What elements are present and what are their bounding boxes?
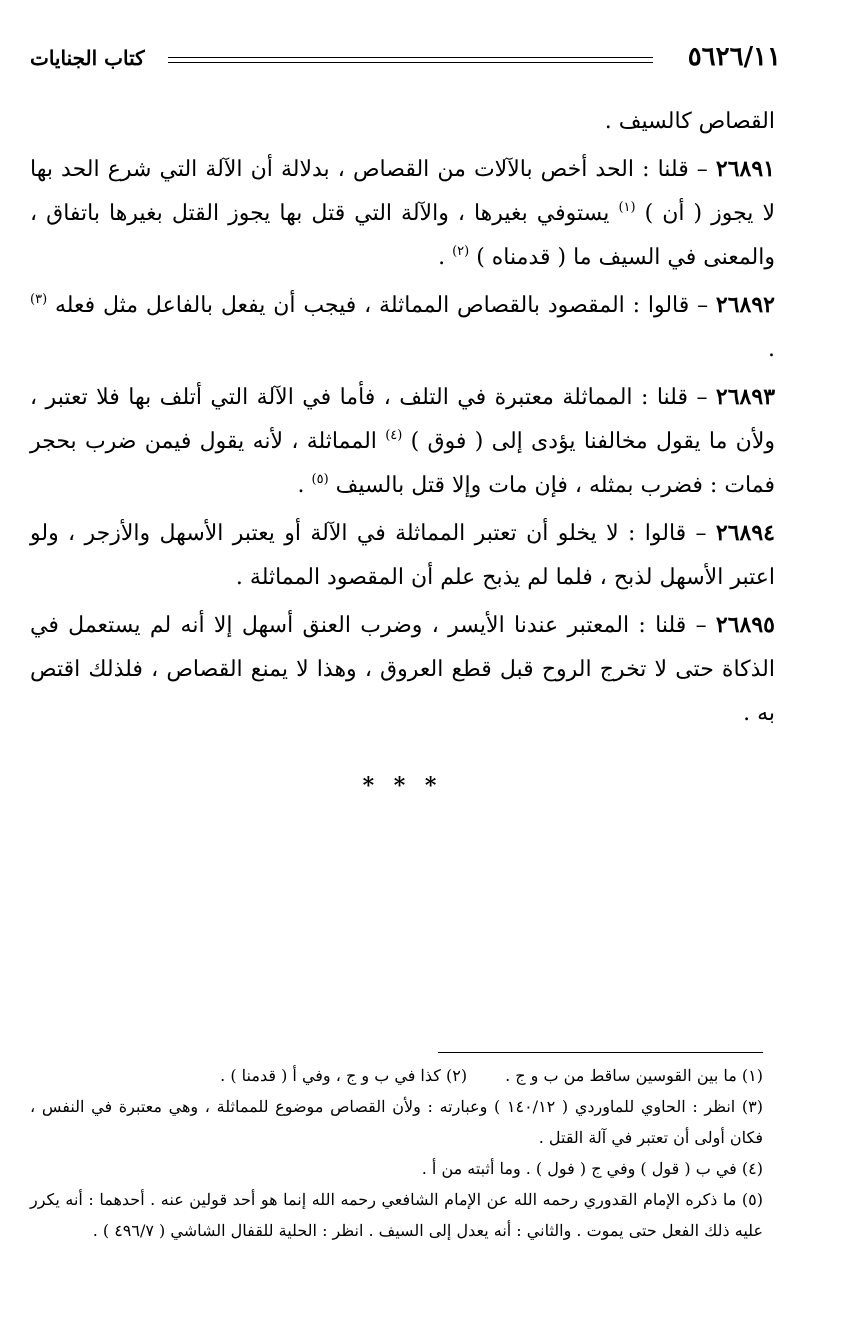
paragraph-text: – قالوا : لا يخلو أن تعتبر المماثلة في الآلة أو يعتبر الأسهل والأزجر ، ولو اعتبر الأسهل لذبح ، فلما لم يذبح علم أن المقصود المماثلة . bbox=[30, 521, 775, 590]
footnote-5: (٥) ما ذكره الإمام القدوري رحمه الله عن الإمام الشافعي رحمه الله إنما هو أحد قولين عنه . أحدهما : أنه يكرر عليه ذلك الفعل حتى يموت . والثاني : أنه يعدل إلى السيف . انظر : الحلية للقفال الشاشي ( ٤٩٦/٧ ) . bbox=[30, 1190, 764, 1240]
footnote-4: (٤) في ب ( قول ) وفي ج ( فول ) . وما أثبته من أ . bbox=[421, 1159, 763, 1178]
footnote-marker: (٣) bbox=[30, 292, 48, 307]
section-separator: * * * bbox=[362, 773, 443, 799]
paragraph-number: ٢٦٨٩٢ bbox=[715, 292, 775, 318]
book-title: كتاب الجنايات bbox=[30, 46, 145, 70]
footnotes bbox=[30, 1060, 763, 1246]
footnote-marker: (٢) bbox=[452, 244, 470, 259]
paragraph-text: يستوفي بغيرها ، والآلة التي قتل بها يجوز القتل بغيرها باتفاق ، والمعنى في السيف ما ( قدمناه ) bbox=[30, 201, 775, 270]
paragraph-text: – قلنا : الحد أخص بالآلات من القصاص ، بدلالة أن الآلة التي شرع الحد بها لا يجوز ( أن ) bbox=[30, 157, 775, 226]
footnote-marker: (١) bbox=[618, 200, 636, 215]
paragraph-text: . bbox=[768, 337, 775, 362]
footnote-2: (٢) كذا في ب و ج ، وفي أ ( قدمنا ) . bbox=[220, 1066, 468, 1085]
paragraph-26894 bbox=[30, 511, 775, 600]
footnote-row bbox=[30, 1060, 763, 1091]
paragraph-number: ٢٦٨٩٣ bbox=[715, 384, 776, 410]
paragraph-text: . bbox=[438, 245, 446, 270]
paragraph-26895 bbox=[30, 603, 775, 736]
paragraph-text: المماثلة ، لأنه يقول فيمن ضرب بحجر فمات : فضرب بمثله ، فإن مات وإلا قتل بالسيف bbox=[30, 429, 775, 498]
paragraph-text: – قلنا : المماثلة معتبرة في التلف ، فأما في الآلة التي أتلف بها فلا تعتبر ، ولأن ما يقول مخالفنا يؤدى إلى ( فوق ) bbox=[30, 385, 775, 454]
main-text bbox=[30, 100, 775, 808]
running-header bbox=[30, 42, 781, 76]
footnote-marker: (٥) bbox=[311, 472, 329, 487]
continuation-line: القصاص كالسيف . bbox=[604, 109, 775, 134]
paragraph-number: ٢٦٨٩١ bbox=[715, 156, 775, 182]
paragraph-text: . bbox=[297, 473, 305, 498]
paragraph-26891 bbox=[30, 147, 775, 280]
footnote-3: (٣) انظر : الحاوي للماوردي ( ١٤٠/١٢ ) وعبارته : ولأن القصاص موضوع للمماثلة ، وهي معتبرة في النفس ، فكان أولى أن تعتبر في آلة القتل . bbox=[30, 1097, 764, 1147]
footnote-marker: (٤) bbox=[385, 428, 403, 443]
paragraph-number: ٢٦٨٩٥ bbox=[715, 612, 775, 638]
paragraph-26893 bbox=[30, 375, 775, 508]
paragraph-text: – قالوا : المقصود بالقصاص المماثلة ، فيجب أن يفعل بالفاعل مثل فعله bbox=[54, 293, 709, 318]
paragraph-26892 bbox=[30, 283, 775, 372]
footnote-rule bbox=[438, 1052, 763, 1053]
paragraph-text: – قلنا : المعتبر عندنا الأيسر ، وضرب العنق أسهل إلا أنه لم يستعمل في الذكاة حتى لا تخرج الروح قبل قطع العروق ، وهذا لا يمنع القصاص ، فلذلك اقتص به . bbox=[30, 613, 775, 726]
paragraph-number: ٢٦٨٩٤ bbox=[715, 520, 775, 546]
page-number: ٥٦٢٦/١١ bbox=[687, 42, 781, 72]
header-rule bbox=[168, 57, 653, 63]
footnote-1: (١) ما بين القوسين ساقط من ب و ج . bbox=[505, 1066, 763, 1085]
